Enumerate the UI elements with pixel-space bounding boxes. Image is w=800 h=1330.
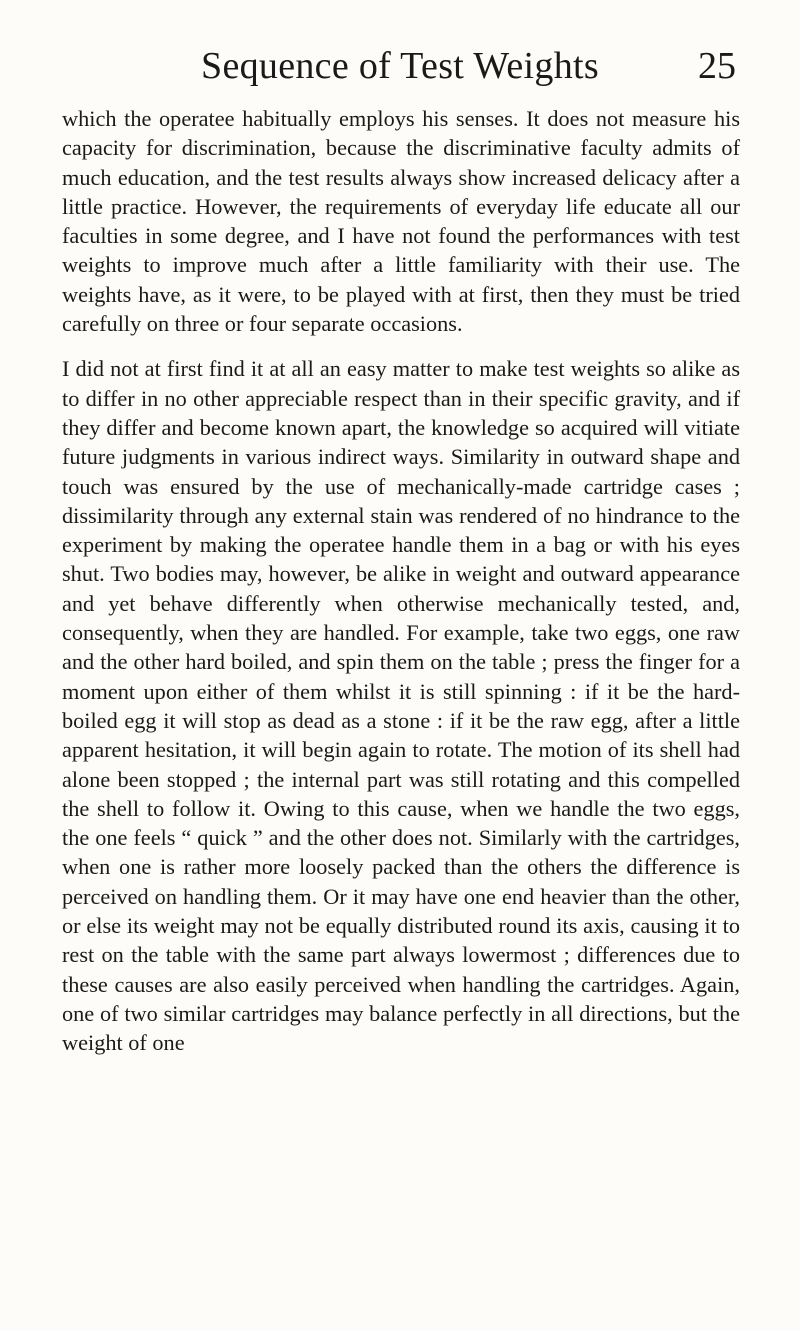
body-text [62,104,740,1058]
running-head: Sequence of Test Weights [201,45,599,87]
page-number: 25 [698,45,736,87]
paragraph: I did not at first find it at all an easy matter to make test weights so alike as to differ in no other appreciable respect than in their specific gravity, and if they differ and become known apart, the knowledge so acquired will vitiate future judgments in various indirect ways. Similarity in outward shape and touch was ensured by the use of mechanically-made cartridge cases ; dissimilarity through any external stain was rendered of no hindrance to the experiment by making the operatee handle them in a bag or with his eyes shut. Two bodies may, however, be alike in weight and outward appearance and yet behave differently when otherwise mechanically tested, and, consequently, when they are handled. For example, take two eggs, one raw and the other hard boiled, and spin them on the table ; press the finger for a moment upon either of them whilst it is still spinning : if it be the hard-boiled egg it will stop as dead as a stone : if it be the raw egg, after a little apparent hesitation, it will begin again to rotate. The motion of its shell had alone been stopped ; the internal part was still rotating and this compelled the shell to follow it. Owing to this cause, when we handle the two eggs, the one feels “ quick ” and the other does not. Similarly with the cartridges, when one is rather more loosely packed than the others the difference is perceived on handling them. Or it may have one end heavier than the other, or else its weight may not be equally distributed round its axis, causing it to rest on the table with the same part always lowermost ; differences due to these causes are also easily perceived when handling the cartridges. Again, one of two similar cartridges may balance perfectly in all directions, but the weight of one [62,356,740,1056]
paragraph: which the operatee habitually employs his senses. It does not measure his capacity for discrimination, because the discriminative faculty admits of much education, and the test results always show increased delicacy after a little practice. However, the requirements of everyday life educate all our faculties in some degree, and I have not found the performances with test weights to improve much after a little familiarity with their use. The weights have, as it were, to be played with at first, then they must be tried carefully on three or four separate occasions. [62,106,740,337]
page-header [60,44,740,94]
